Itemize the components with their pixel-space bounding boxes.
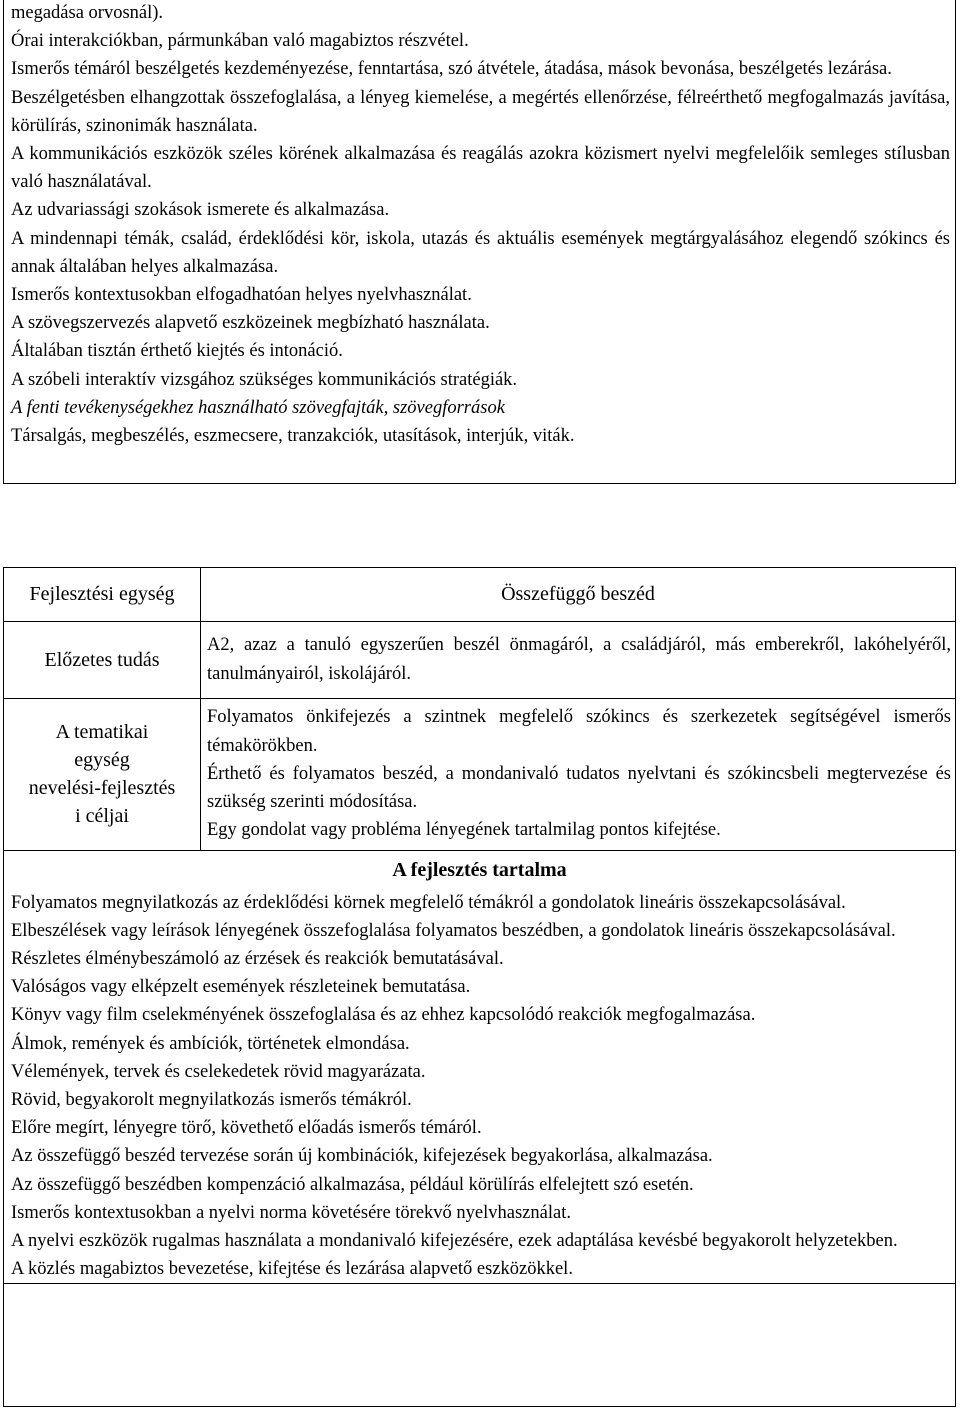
text-line: A szóbeli interaktív vizsgához szükséges kommunikációs stratégiák. <box>11 369 518 390</box>
unit-title: Összefüggő beszéd <box>501 582 655 605</box>
prior-knowledge-row <box>4 621 955 698</box>
text-line: A szövegszervezés alapvető eszközeinek megbízható használata. <box>11 313 490 334</box>
prior-knowledge-text-cell <box>201 621 956 698</box>
curriculum-unit-table <box>3 567 956 1407</box>
content-item: Elbeszélések vagy leírások lényegének összefoglalása folyamatos beszédben, a gondolatok lineáris összekapcsolásával. <box>11 920 896 941</box>
text-line: A mindennapi témák, család, érdeklődési kör, iskola, utazás és aktuális események megtárgyalásához elegendő szókincs és annak általában helyes alkalmazása. <box>11 228 950 277</box>
goals-label-line: egység <box>74 749 130 771</box>
content-item: Valóságos vagy elképzelt események részleteinek bemutatása. <box>11 977 471 998</box>
content-item: Előre megírt, lényegre törő, követhető előadás ismerős témáról. <box>11 1118 482 1139</box>
content-item: Folyamatos megnyilatkozás az érdeklődési körnek megfelelő témákról a gondolatok lineáris összekapcsolásával. <box>11 892 846 913</box>
development-content-title: A fejlesztés tartalma <box>392 858 567 881</box>
text-line: Az udvariassági szokások ismerete és alkalmazása. <box>11 200 390 221</box>
content-item: A nyelvi eszközök rugalmas használata a mondanivaló kifejezésére, ezek adaptálása kevésbé begyakorolt helyzetekben. <box>11 1230 898 1251</box>
unit-grid <box>4 568 955 1284</box>
text-line: Ismerős kontextusokban elfogadhatóan helyes nyelvhasználat. <box>11 285 472 306</box>
prior-knowledge-label: Előzetes tudás <box>44 648 160 671</box>
curriculum-continuation-box <box>3 0 956 484</box>
goals-label-cell <box>4 698 201 850</box>
text-line: Általában tisztán érthető kiejtés és intonáció. <box>11 341 343 362</box>
prior-knowledge-text: A2, azaz a tanuló egyszerűen beszél önmagáról, a családjáról, más emberekről, lakóhelyéről, tanulmányairól, iskolájáról. <box>207 635 951 684</box>
goal-item: Érthető és folyamatos beszéd, a mondanivaló tudatos nyelvtani és szókincsbeli megtervezése és szükség szerinti módosítása. <box>207 763 951 813</box>
text-line: Ismerős témáról beszélgetés kezdeményezése, fenntartása, szó átvétele, átadása, mások bevonása, beszélgetés lezárása. <box>11 59 892 80</box>
content-item: Ismerős kontextusokban a nyelvi norma követésére törekvő nyelvhasználat. <box>11 1202 571 1223</box>
goal-item: Egy gondolat vagy probléma lényegének tartalmilag pontos kifejtése. <box>207 820 721 841</box>
goal-item: Folyamatos önkifejezés a szintnek megfelelő szókincs és szerkezetek segítségével ismerős témakörökben. <box>207 707 951 756</box>
text-line: A kommunikációs eszközök széles körének alkalmazása és reagálás azokra közismert nyelvi megfelelőik semleges stílusban való használatával. <box>11 144 950 193</box>
goals-row <box>4 698 955 850</box>
content-item: A közlés magabiztos bevezetése, kifejtése és lezárása alapvető eszközökkel. <box>11 1259 573 1280</box>
content-item: Vélemények, tervek és cselekedetek rövid magyarázata. <box>11 1061 426 1082</box>
content-item: Álmok, remények és ambíciók, történetek elmondása. <box>11 1033 410 1054</box>
text-types-heading: A fenti tevékenységekhez használható szövegfajták, szövegforrások <box>11 397 505 418</box>
development-content-list <box>4 885 955 1284</box>
development-content-cell <box>4 850 955 1284</box>
content-item: Könyv vagy film cselekményének összefoglalása és az ehhez kapcsolódó reakciók megfogalmazása. <box>11 1005 756 1026</box>
unit-row <box>4 568 955 621</box>
content-item: Rövid, begyakorolt megnyilatkozás ismerős témákról. <box>11 1089 412 1110</box>
text-line: megadása orvosnál). <box>11 3 164 23</box>
unit-value-cell <box>201 568 956 621</box>
unit-label: Fejlesztési egység <box>29 583 175 606</box>
content-item: Részletes élménybeszámoló az érzések és reakciók bemutatásával. <box>11 948 504 969</box>
content-item: Az összefüggő beszédben kompenzáció alkalmazása, például körülírás elfelejtett szó esetén. <box>11 1174 694 1195</box>
text-line: Órai interakciókban, pármunkában való magabiztos részvétel. <box>11 31 469 52</box>
text-types-list: Társalgás, megbeszélés, eszmecsere, tranzakciók, utasítások, interjúk, viták. <box>11 426 575 447</box>
content-item: Az összefüggő beszéd tervezése során új kombinációk, kifejezések begyakorlása, alkalmazása. <box>11 1146 713 1167</box>
goals-text-cell <box>201 698 956 850</box>
goals-label-line: i céljai <box>75 805 129 827</box>
prior-knowledge-label-cell <box>4 621 201 698</box>
text-line: Beszélgetésben elhangzottak összefoglalása, a lényeg kiemelése, a megértés ellenőrzése, félreérthető megfogalmazás javítása, körülírás, szinonimák használata. <box>11 87 950 136</box>
goals-label-line: A tematikai <box>55 721 149 743</box>
unit-label-cell <box>4 568 201 621</box>
development-content-row <box>4 850 955 1284</box>
goals-label-line: nevelési-fejlesztés <box>28 777 176 799</box>
